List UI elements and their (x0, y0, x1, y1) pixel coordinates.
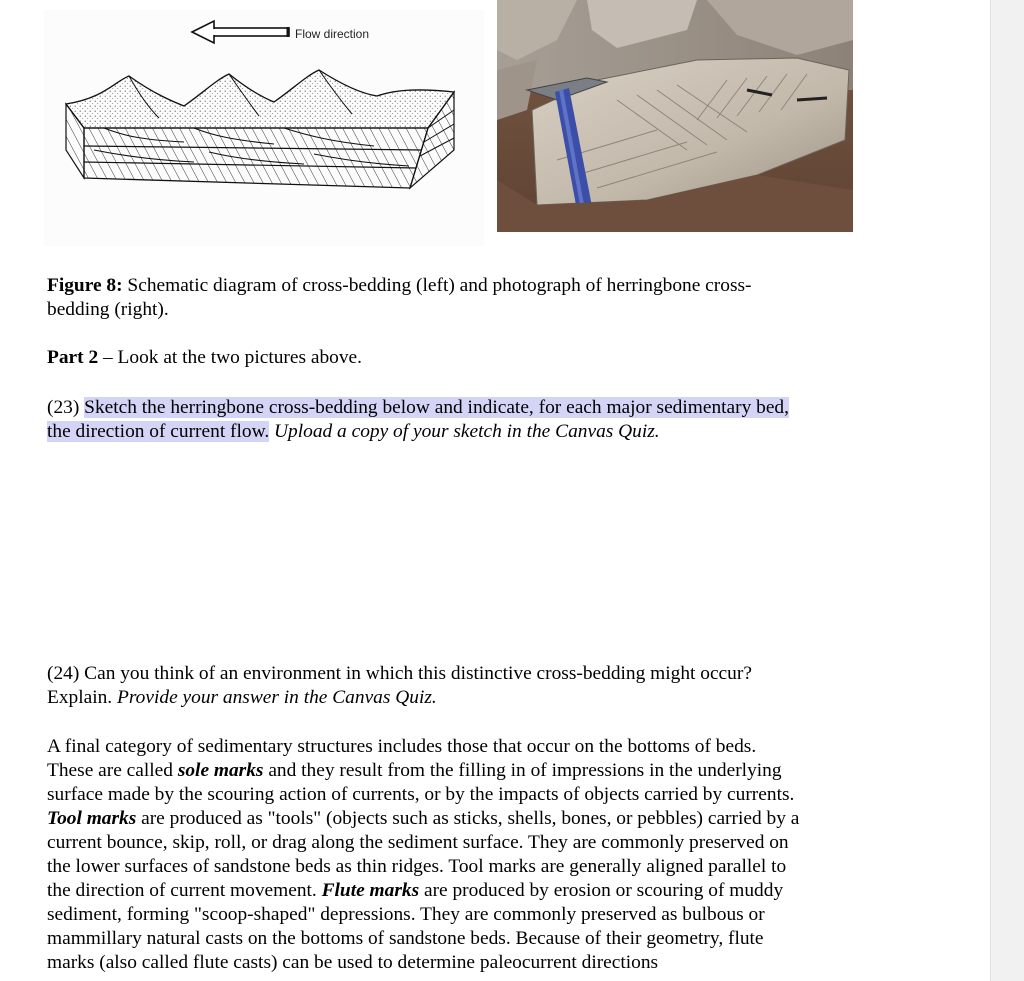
part2-line (47, 346, 362, 370)
q24-line-1: (24) Can you think of an environment in which this distinctive cross-bedding might occur? (47, 663, 752, 684)
para-text: the direction of current movement. (47, 880, 322, 901)
flow-direction-label: Flow direction (295, 27, 370, 41)
q24-instruction: Provide your answer in the Canvas Quiz. (117, 687, 437, 708)
para-text: and they result from the filling in of impressions in the underlying (263, 760, 782, 781)
q23-upload-instruction: Upload a copy of your sketch in the Canvas Quiz. (269, 421, 660, 442)
q23-number: (23) (47, 397, 85, 418)
para-line-3: surface made by the scouring action of currents, or by the impacts of objects carried by currents. (47, 784, 795, 805)
part2-label: Part 2 (47, 347, 99, 368)
para-line-6: the lower surfaces of sandstone beds as thin ridges. Tool marks are generally aligned parallel to (47, 856, 787, 877)
figure-caption-label: Figure 8: (47, 275, 123, 296)
para-line-10: marks (also called flute casts) can be used to determine paleocurrent directions (47, 952, 659, 973)
para-line-5: current bounce, skip, roll, or drag along the sediment surface. They are commonly preserved on (47, 832, 789, 853)
figure-caption-text-1: Schematic diagram of cross-bedding (left) and photograph of herringbone cross- (122, 275, 752, 296)
q23-highlighted-text-2[interactable]: the direction of current flow. (47, 421, 270, 442)
herringbone-photo-image (497, 0, 853, 232)
para-line-8: sediment, forming "scoop-shaped" depressions. They are commonly preserved as bulbous or (47, 904, 765, 925)
para-text: are produced by erosion or scouring of muddy (419, 880, 784, 901)
q24-line-2 (47, 686, 437, 710)
q23-highlighted-text-1[interactable]: Sketch the herringbone cross-bedding below and indicate, for each major sedimentary bed, (84, 397, 789, 418)
q23-line-1 (47, 396, 789, 420)
q23-line-2 (47, 420, 660, 444)
part2-text: – Look at the two pictures above. (98, 347, 363, 368)
para-line-9: mammillary natural casts on the bottoms of sandstone beds. Because of their geometry, flute (47, 928, 764, 949)
term-flute-marks: Flute marks (321, 880, 420, 901)
para-text: are produced as "tools" (objects such as sticks, shells, bones, or pebbles) carried by a (136, 808, 800, 829)
q24-explain: Explain. (47, 687, 118, 708)
term-tool-marks: Tool marks (47, 808, 137, 829)
para-line-1: A final category of sedimentary structures includes those that occur on the bottoms of beds. (47, 736, 757, 757)
para-line-4 (47, 807, 799, 831)
para-line-7 (47, 879, 783, 903)
flow-arrow-icon (192, 21, 289, 43)
term-sole-marks: sole marks (177, 760, 264, 781)
scrollbar-gutter[interactable] (990, 0, 1024, 981)
cross-bedding-diagram (44, 10, 484, 246)
cross-bedding-schematic (44, 10, 484, 246)
herringbone-photo (497, 0, 853, 232)
figure-caption-line-2: bedding (right). (47, 299, 169, 320)
figure-caption-line-1 (47, 274, 752, 298)
para-line-2 (47, 759, 782, 783)
para-text: These are called (47, 760, 178, 781)
